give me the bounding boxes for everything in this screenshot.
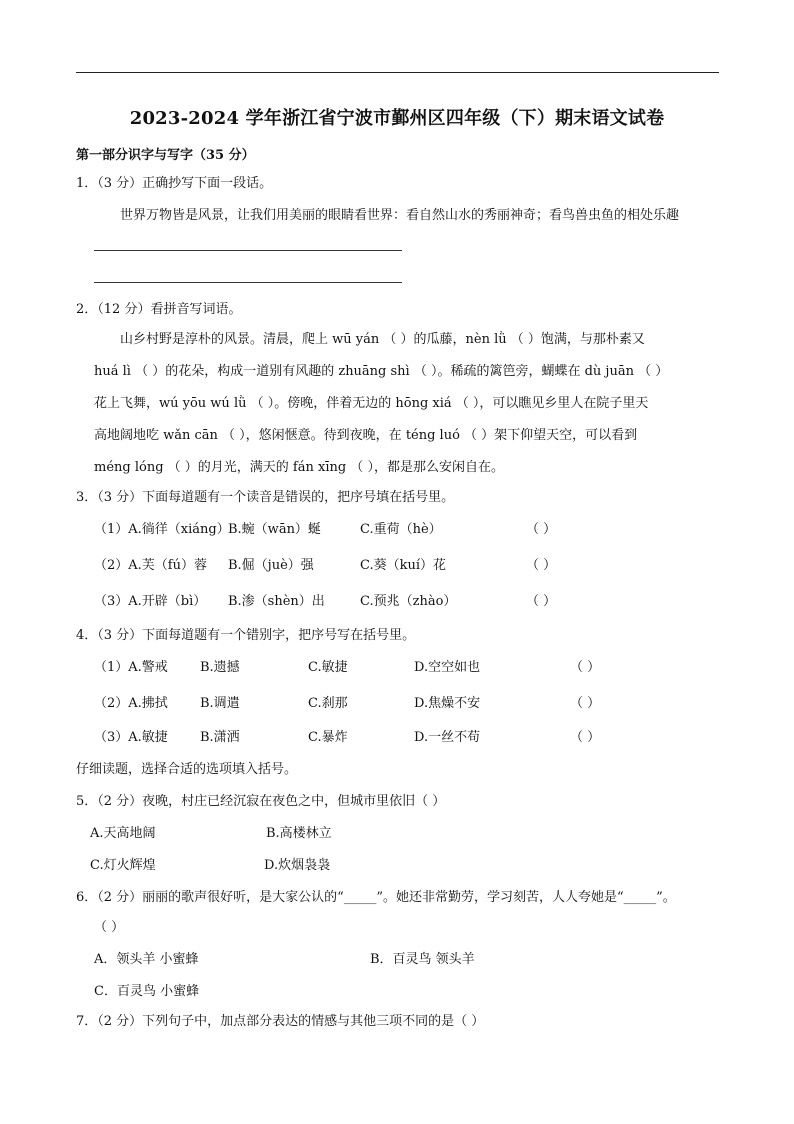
q2-line-4: 高地阔地吃 wǎn cān （ ），悠闲惬意。待到夜晚，在 téng luó （ ）架下仰望天空，可以看到: [94, 428, 638, 443]
q4-row2-option-b: B.调遣: [200, 696, 240, 711]
q3-row3-option-c: C.预兆（zhào）: [360, 594, 457, 609]
q4-row3-option-c: C.暴炸: [308, 730, 348, 745]
q1-stem: 1．（3 分）正确抄写下面一段话。: [76, 176, 273, 191]
q4-row3-option-a: （3）A.敏捷: [94, 730, 168, 745]
page-title: 2023-2024 学年浙江省宁波市鄞州区四年级（下）期末语文试卷: [129, 108, 665, 129]
q2-stem: 2．（12 分）看拼音写词语。: [76, 302, 242, 317]
q3-row1-answer-blank[interactable]: （ ）: [526, 522, 557, 537]
q3-row2-option-c: C.葵（kuí）花: [360, 558, 447, 573]
header-rule: [76, 72, 719, 73]
q4-row1-option-c: C.敏捷: [308, 660, 348, 675]
q1-answer-line-1[interactable]: [94, 250, 402, 251]
q1-answer-line-2[interactable]: [94, 282, 402, 283]
q7-stem: 7．（2 分）下列句子中，加点部分表达的情感与其他三项不同的是（ ）: [76, 1014, 485, 1029]
q5-option-a[interactable]: A.天高地阔: [90, 826, 156, 841]
q2-line-2: huá lì （ ）的花朵，构成一道别有风趣的 zhuāng shì （ ）。稀疏的篱笆旁，蝴蝶在 dù juān （ ）: [94, 364, 669, 379]
q6-answer-blank[interactable]: （ ）: [94, 920, 125, 935]
q4-row2-option-a: （2）A.拂拭: [94, 696, 168, 711]
q4-row3-answer-blank[interactable]: （ ）: [570, 730, 601, 745]
q2-line-5: méng lóng （ ）的月光，满天的 fán xīng （ ），都是那么安闲自在。: [94, 460, 504, 475]
q6-option-c[interactable]: C．百灵鸟 小蜜蜂: [94, 984, 200, 999]
q4-stem: 4．（3 分）下面每道题有一个错别字，把序号写在括号里。: [76, 628, 416, 643]
q4-row1-option-d: D.空空如也: [414, 660, 481, 675]
q4-row1-option-b: B.遗撼: [200, 660, 240, 675]
q4-row1-answer-blank[interactable]: （ ）: [570, 660, 601, 675]
q6-option-a[interactable]: A．领头羊 小蜜蜂: [94, 952, 199, 967]
q3-row2-option-a: （2）A.芙（fú）蓉: [94, 558, 207, 573]
q3-row2-option-b: B.倔（juè）强: [228, 558, 314, 573]
q4-row3-option-b: B.潇洒: [200, 730, 240, 745]
instruction-text: 仔细读题，选择合适的选项填入括号。: [76, 762, 298, 777]
q6-stem: 6．（2 分）丽丽的歌声很好听，是大家公认的“_____”。她还非常勤劳，学习刻苦，人人夸她是“_____”。: [76, 890, 676, 905]
q2-line-3: 花上飞舞，wú yōu wú lǜ （ ）。傍晚，伴着无边的 hōng xiá （ ），可以瞧见乡里人在院子里天: [94, 396, 649, 411]
q2-line-1: 山乡村野是淳朴的风景。清晨，爬上 wū yán （ ）的瓜藤，nèn lǜ （ ）饱满，与那朴素又: [120, 332, 645, 347]
q3-row1-option-b: B.蜿（wān）蜒: [228, 522, 321, 537]
q1-passage: 世界万物皆是风景，让我们用美丽的眼睛看世界：看自然山水的秀丽神奇；看鸟兽虫鱼的相处乐趣: [120, 208, 680, 223]
q4-row2-option-d: D.焦燥不安: [414, 696, 481, 711]
q4-row2-option-c: C.刹那: [308, 696, 348, 711]
q3-row3-option-b: B.渗（shèn）出: [228, 594, 325, 609]
section-heading: 第一部分识字与写字（35 分）: [76, 148, 255, 163]
q3-row3-answer-blank[interactable]: （ ）: [526, 594, 557, 609]
q5-stem: 5．（2 分）夜晚，村庄已经沉寂在夜色之中，但城市里依旧（ ）: [76, 794, 446, 809]
q4-row3-option-d: D.一丝不苟: [414, 730, 481, 745]
q3-stem: 3．（3 分）下面每道题有一个读音是错误的，把序号填在括号里。: [76, 490, 455, 505]
q4-row2-answer-blank[interactable]: （ ）: [570, 696, 601, 711]
q3-row2-answer-blank[interactable]: （ ）: [526, 558, 557, 573]
q3-row1-option-c: C.重荷（hè）: [360, 522, 442, 537]
q3-row3-option-a: （3）A.开辟（bì）: [94, 594, 207, 609]
q6-option-b[interactable]: B．百灵鸟 领头羊: [370, 952, 475, 967]
q5-option-c[interactable]: C.灯火辉煌: [90, 858, 156, 873]
q5-option-b[interactable]: B.高楼林立: [266, 826, 332, 841]
q3-row1-option-a: （1）A.徜徉（xiáng）: [94, 522, 230, 537]
q4-row1-option-a: （1）A.警戒: [94, 660, 168, 675]
q5-option-d[interactable]: D.炊烟袅袅: [264, 858, 331, 873]
